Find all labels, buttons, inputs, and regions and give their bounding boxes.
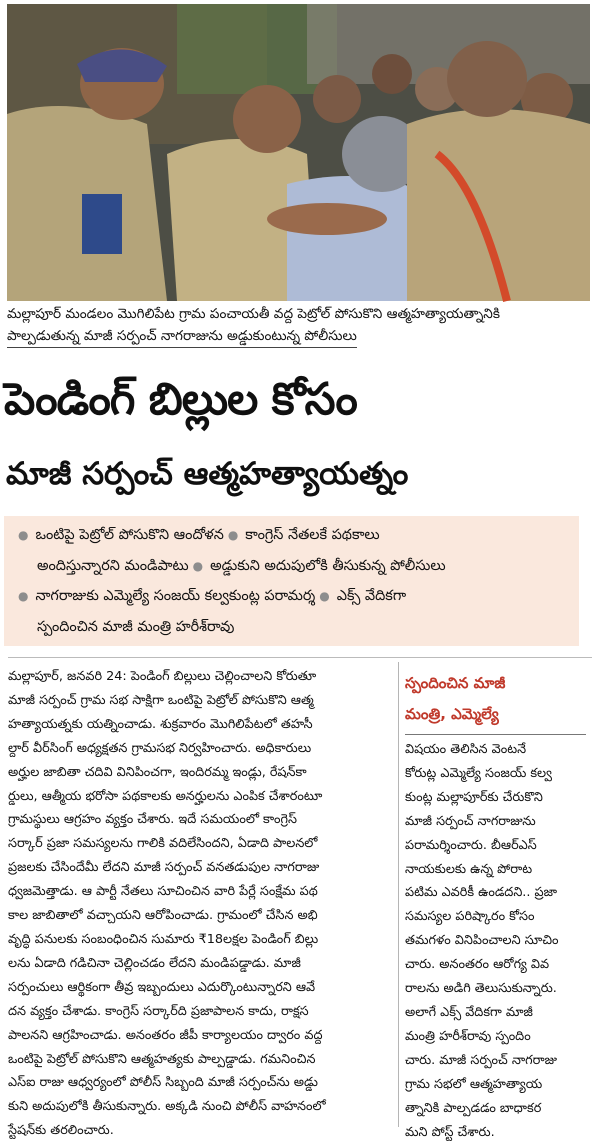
- body-line: కోరుట్ల ఎమ్మెల్యే సంజయ్ కల్వ: [405, 762, 591, 786]
- photo-caption: [7, 303, 590, 355]
- highlight-item: నాగరాజుకు ఎమ్మెల్యే సంజయ్ కల్వకుంట్ల పరామర్శ: [35, 588, 315, 604]
- article-body-main: [8, 665, 392, 1127]
- sidebar-subheading: [405, 668, 586, 730]
- highlight-item: ఒంటిపై పెట్రోల్ పోసుకొని ఆందోళన: [35, 527, 223, 543]
- subheading-line: స్పందించిన మాజీ: [405, 668, 586, 699]
- body-line: కాల జాబితాలో వచ్చాయని ఆరోపించాడు. గ్రామంలో చేసిన అభి: [8, 904, 392, 928]
- caption-line: పాల్పడుతున్న మాజీ సర్పంచ్ నాగరాజును అడ్డుకుంటున్న పోలీసులు: [7, 325, 357, 348]
- body-line: నాయకులకు ఉన్న పోరాట: [405, 858, 591, 882]
- body-line: సర్కార్ ప్రజా సమస్యలను గాలికి వదిలేసిందని, ఏడాది పాలనలో: [8, 832, 392, 856]
- highlight-item: కాంగ్రెస్ నేతలకే పథకాలు: [245, 527, 379, 543]
- subheading-underline: [405, 734, 586, 735]
- body-line: లను ఏడాది గడిచినా చెల్లించడం లేదని మండిపడ్డాడు. మాజీ: [8, 952, 392, 976]
- body-line: అలాగే ఎక్స్ వేదికగా మాజీ: [405, 1001, 591, 1025]
- body-line: మాజీ సర్పంచ్ నాగరాజును: [405, 810, 591, 834]
- police-detaining-crowd-photo-icon: [7, 4, 590, 301]
- subheading-line: మంత్రి, ఎమ్మెల్యే: [405, 699, 586, 730]
- body-line: ఎస్ఐ రాజు ఆధ్వర్యంలో పోలీస్ సిబ్బంది మాజీ సర్పంచ్‌ను అడ్డు: [8, 1071, 392, 1095]
- body-line: రాలను అడిగి తెలుసుకున్నారు.: [405, 977, 591, 1001]
- highlight-item: ఎక్స్ వేదికగా: [337, 588, 406, 604]
- body-line: ధ్వజమెత్తాడు. ఆ పార్టీ నేతలు సూచించిన వారి పేర్లే సంక్షేమ పథ: [8, 880, 392, 904]
- body-line: పరామర్శించారు. బీఆర్ఎస్: [405, 834, 591, 858]
- body-line: పటిమ ఎవరికీ ఉండదని.. ప్రజా: [405, 881, 591, 905]
- column-divider: [398, 662, 399, 1127]
- body-line: చారు. మాజీ సర్పంచ్ నాగరాజు: [405, 1049, 591, 1073]
- bullet-icon: ●: [319, 589, 329, 603]
- bullet-icon: ●: [18, 528, 28, 542]
- body-line: దన వ్యక్తం చేశాడు. కాంగ్రెస్ సర్కార్‌ది ప్రజాపాలన కాదు, రాక్షస: [8, 1000, 392, 1024]
- body-line: సర్పంచులు ఆర్థికంగా తీవ్ర ఇబ్బందులు ఎదుర్కొంటున్నారని ఆవే: [8, 976, 392, 1000]
- bullet-icon: ●: [193, 559, 203, 573]
- divider: [8, 657, 592, 658]
- body-line: మాజీ సర్పంచ్ గ్రామ సభ సాక్షిగా ఒంటిపై పెట్రోల్ పోసుకొని ఆత్మ: [8, 689, 392, 713]
- subheadline: మాజీ సర్పంచ్ ఆత్మహత్యాయత్నం: [6, 444, 592, 504]
- body-line: వృద్ధి పనులకు సంబంధించిన సుమారు ₹18లక్షల పెండింగ్ బిల్లు: [8, 928, 392, 952]
- body-line: గ్రామ సభలో ఆత్మహత్యాయ: [405, 1073, 591, 1097]
- body-line: చారు. అనంతరం ఆరోగ్య వివ: [405, 953, 591, 977]
- body-line: ర్డులు, ఆత్మీయ భరోసా పథకాలకు అనర్హులను ఎంపిక చేశారంటూ: [8, 785, 392, 809]
- bullet-icon: ●: [228, 528, 238, 542]
- body-line: ప్రజలకు చేసిందేమీ లేదని మాజీ సర్పంచ్ వనతడుపుల నాగరాజు: [8, 856, 392, 880]
- body-line: త్నానికి పాల్పడడం బాధాకర: [405, 1097, 591, 1121]
- body-line: హత్యాయత్నకు యత్నించాడు. శుక్రవారం మొగిలిపేటలో తహసీ: [8, 713, 392, 737]
- body-line: కుంట్ల మల్లాపూర్‌కు చేరుకొని: [405, 786, 591, 810]
- bullet-icon: ●: [18, 589, 28, 603]
- article-body-side: [405, 738, 591, 1128]
- body-line: విషయం తెలిసిన వెంటనే: [405, 738, 591, 762]
- body-line: ఒంటిపై పెట్రోల్ పోసుకొని ఆత్మహత్యకు పాల్పడ్డాడు. గమనించిన: [8, 1048, 392, 1072]
- body-line: సమస్యల పరిష్కారం కోసం: [405, 905, 591, 929]
- highlight-item: అడ్డుకుని అదుపులోకి తీసుకున్న పోలీసులు: [210, 558, 446, 574]
- body-line: ల్దార్ వీర్‌సింగ్ అధ్యక్షతన గ్రామసభ నిర్వహించారు. అధికారులు: [8, 737, 392, 761]
- highlight-item: స్పందించిన మాజీ మంత్రి హరీశ్‌రావు: [37, 619, 234, 635]
- body-line: మంత్రి హరీశ్‌రావు స్పందిం: [405, 1025, 591, 1049]
- body-line: మల్లాపూర్, జనవరి 24: పెండింగ్ బిల్లులు చెల్లించాలని కోరుతూ: [8, 665, 392, 689]
- body-line: కుని అదుపులోకి తీసుకున్నారు. అక్కడి నుంచి పోలీస్ వాహనంలో: [8, 1095, 392, 1119]
- body-line: స్టేషన్‌కు తరలించారు.: [8, 1119, 392, 1143]
- highlights-box: [4, 516, 579, 646]
- body-line: పాలనని ఆగ్రహించాడు. అనంతరం జీపీ కార్యాలయం ద్వారం వద్ద: [8, 1024, 392, 1048]
- highlight-item: అందిస్తున్నారని మండిపాటు: [37, 558, 189, 574]
- body-line: గ్రామస్థులు ఆగ్రహం వ్యక్తం చేశారు. ఇదే సమయంలో కాంగ్రెస్: [8, 808, 392, 832]
- headline: పెండింగ్ బిల్లుల కోసం: [4, 362, 592, 438]
- caption-line: మల్లాపూర్ మండలం మొగిలిపేట గ్రామ పంచాయతీ వద్ద పెట్రోల్ పోసుకొని ఆత్మహత్యాయత్నానికి: [7, 303, 590, 325]
- news-photo: [7, 4, 590, 301]
- body-line: తమగళం వినిపించాలని సూచిం: [405, 929, 591, 953]
- body-line: అర్హుల జాబితా చదివి వినిపించగా, ఇందిరమ్మ ఇండ్లు, రేషన్‌కా: [8, 761, 392, 785]
- body-line: మని పోస్ట్ చేశారు.: [405, 1121, 591, 1144]
